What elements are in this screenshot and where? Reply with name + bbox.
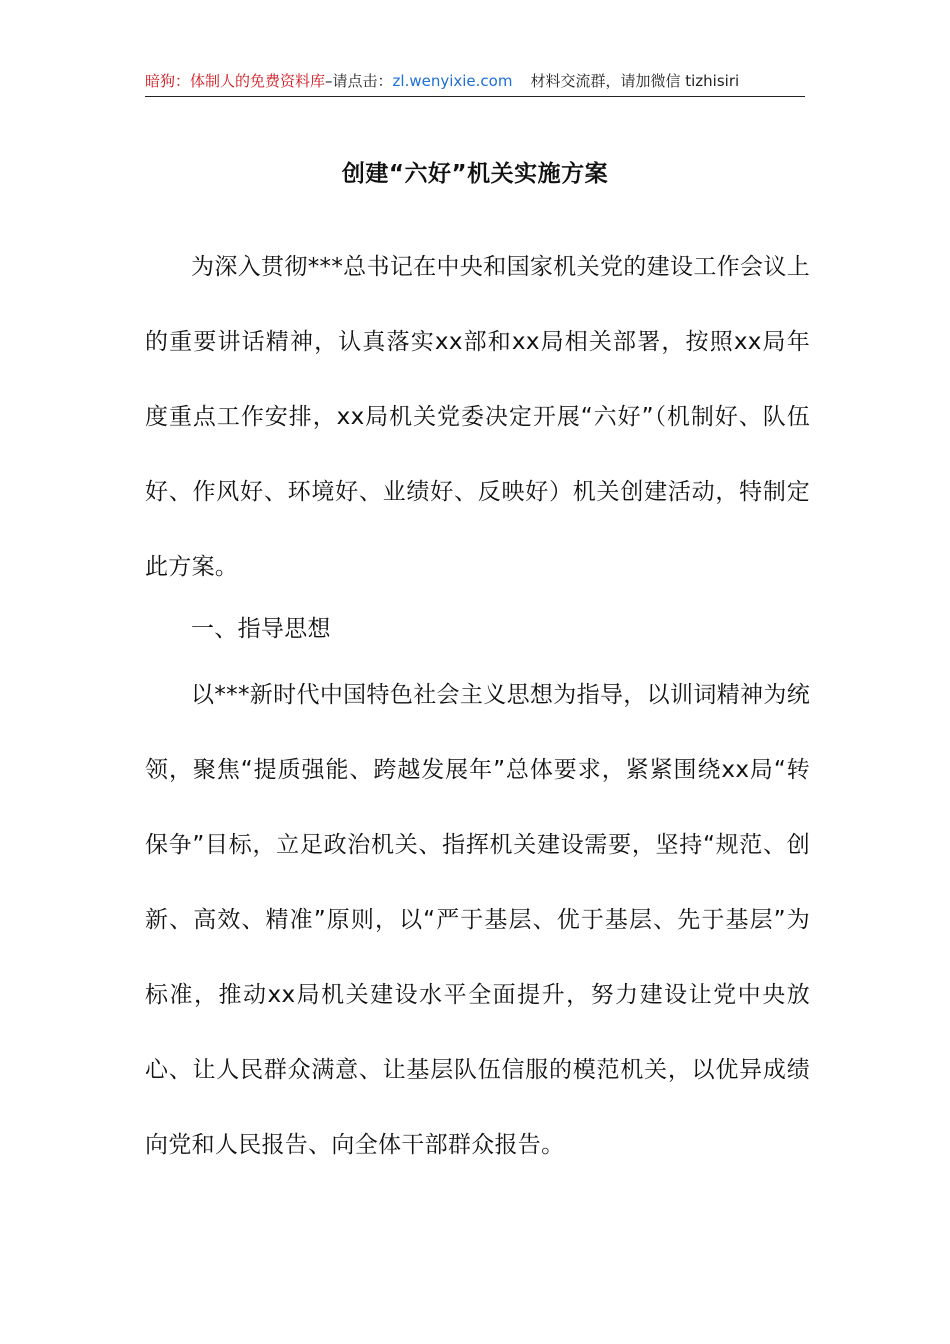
paragraph-intro: 为深入贯彻***总书记在中央和国家机关党的建设工作会议上的重要讲话精神，认真落实xx部和xx局相关部署，按照xx局年度重点工作安排，xx局机关党委决定开展“六好”（机制好、队伍好、作风好、环境好、业绩好、反映好）机关创建活动，特制定此方案。 [145,254,810,580]
document-title: 创建“六好”机关实施方案 [341,161,609,187]
header-brand[interactable]: 暗狗：体制人的免费资料库 [145,72,326,90]
header-group-contact: 材料交流群，请加微信 tizhisiri [530,72,740,90]
section-heading-guiding-ideology: 一、指导思想 [191,616,331,642]
header-link[interactable]: zl.wenyixie.com [392,72,513,90]
header-prompt: –请点击： [325,72,393,90]
paragraph-guiding-ideology: 以***新时代中国特色社会主义思想为指导，以训词精神为统领，聚焦“提质强能、跨越发展年”总体要求，紧紧围绕xx局“转保争”目标，立足政治机关、指挥机关建设需要，坚持“规范、创新、高效、精准”原则，以“严于基层、优于基层、先于基层”为标准，推动xx局机关建设水平全面提升，努力建设让党中央放心、让人民群众满意、让基层队伍信服的模范机关，以优异成绩向党和人民报告、向全体干部群众报告。 [145,682,810,1158]
page-header [145,70,805,97]
